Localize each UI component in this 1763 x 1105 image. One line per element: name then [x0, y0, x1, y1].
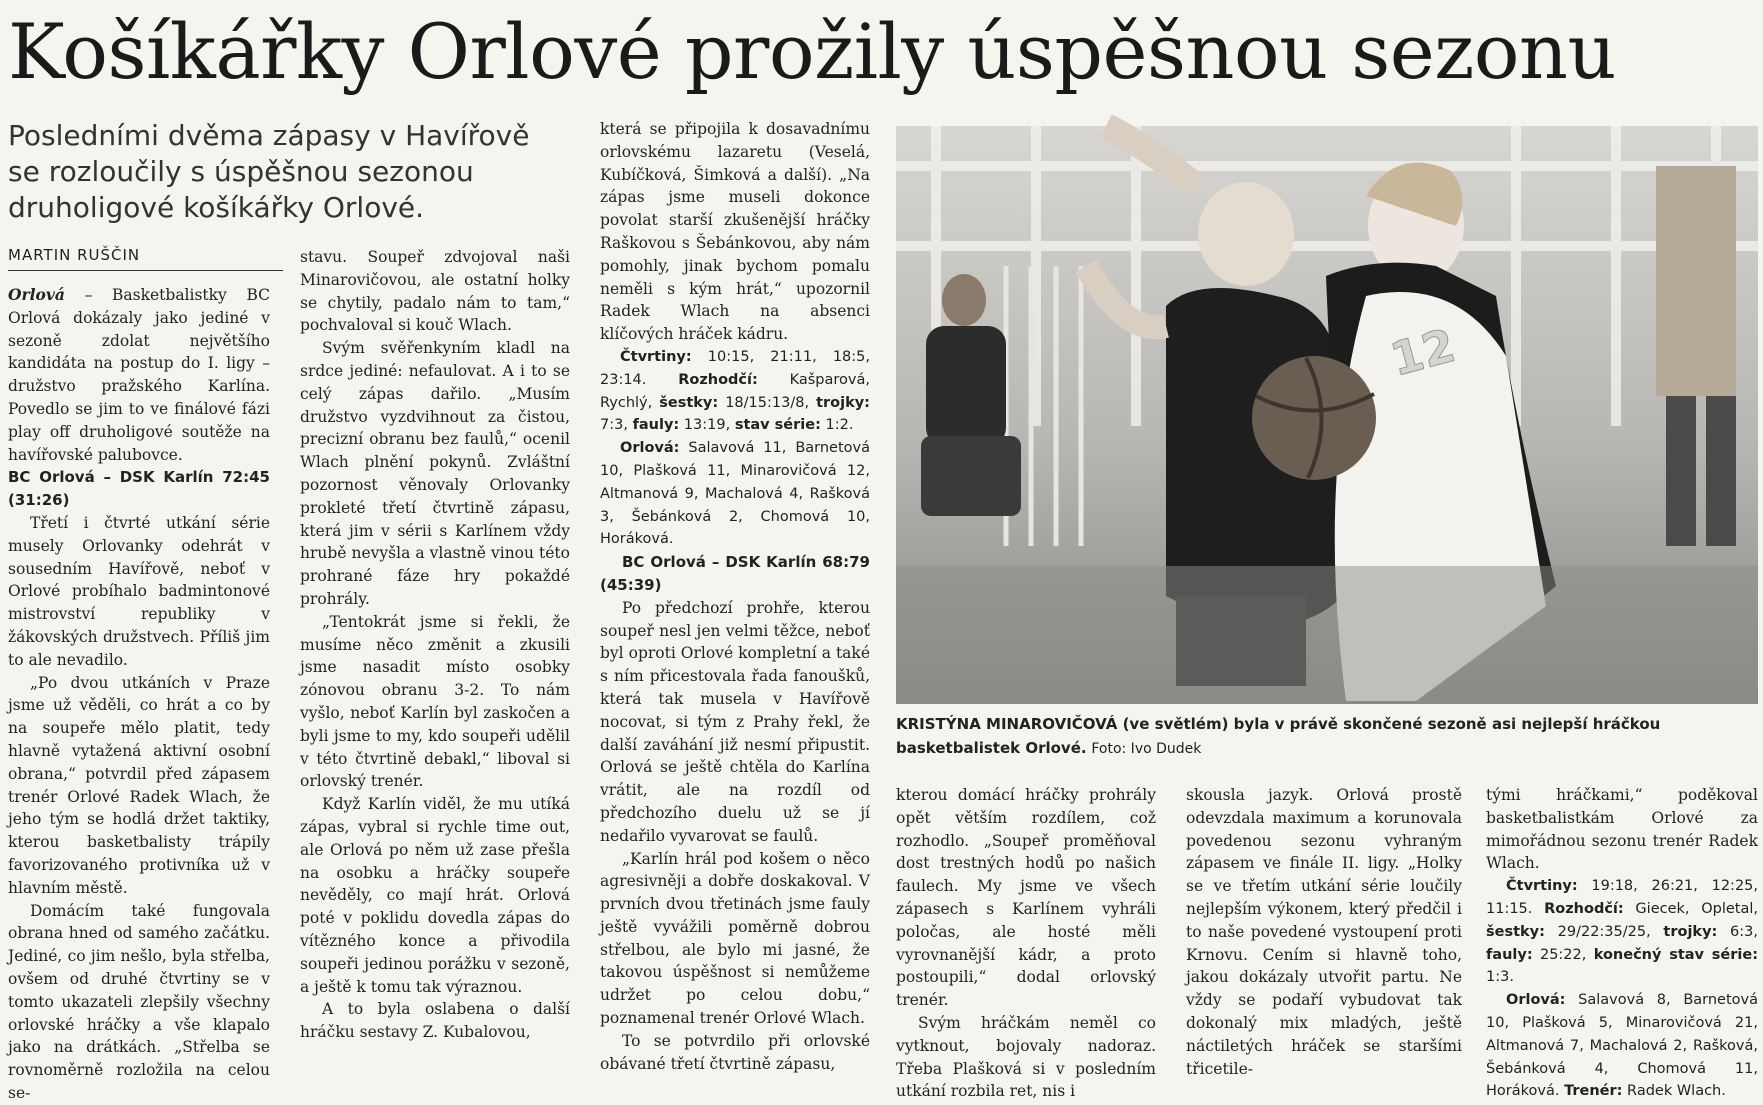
match-stats [600, 346, 870, 437]
paragraph [8, 284, 270, 466]
lead-line: se rozloučily s úspěšnou sezonou [8, 155, 474, 188]
lead-paragraph [8, 118, 598, 226]
article-column-5 [1186, 784, 1462, 1079]
article-column-2 [300, 246, 570, 1076]
stat-label: Čtvrtiny: [620, 348, 692, 365]
paragraph: Po předchozí prohře, kterou soupeř nesl jen velmi těžce, neboť byl oproti Orlové kompletní a také s ním přicestovala řada fanoušků, která tak musela v Havířově nocovat, si tým z Prahy řekl, že další zaváhání již nesmí připustit. Orlová se ještě chtěla do Karlína vrátit, ale na rozdíl od předchozího duelu už se jí nedařilo vyvarovat se faulů. [600, 598, 870, 845]
stat-label: Rozhodčí: [1544, 900, 1624, 917]
paragraph: stavu. Soupeř zdvojoval naši Minarovičovou, ale ostatní holky se chytily, padalo nám to tam,“ pochvaloval si kouč Wlach. [300, 248, 570, 335]
paragraph: Když Karlín viděl, že mu utíká zápas, vybral si rychle time out, ale Orlová po něm už zase přešla na osobku a hráčky soupeře nevěděly, co mají hrát. Orlová poté v poklidu dovedla zápas do vítězného konce a přivodila soupeři jedinou porážku v sezoně, a ještě k tomu tak výraznou. [300, 795, 570, 996]
stat-value: Salavová 8, Barnetová 10, Plašková 5, Minarovičová 21, Altmanová 7, Machalová 2, Rašková, Šebánková 4, Chomová 11, Horáková. [1486, 992, 1758, 1100]
stat-value: 13:19, [679, 417, 735, 434]
photo-caption [896, 712, 1758, 761]
stat-value: 29/22:35/25, [1544, 923, 1664, 940]
stat-value: 25:22, [1532, 946, 1594, 963]
paragraph: „Po dvou utkáních v Praze jsme už věděli, co hrát a co by na soupeře mělo platit, tedy hlavně vytažená aktivní osobní obrana,“ potvrdil před zápasem trenér Orlové Radek Wlach, že jeho tým se hodlá držet taktiky, kterou basketbalisty trápily favorizovaného protivníka už v hlavním městě. [8, 673, 270, 897]
match-result-heading: BC Orlová – DSK Karlín 68:79 (45:39) [600, 553, 870, 594]
headline: Košíkářky Orlové prožily úspěšnou sezonu [8, 7, 1616, 96]
stat-value: Salavová 11, Barnetová 10, Plašková 11, Minarovičová 12, Altmanová 9, Machalová 4, Rašková 3, Šebánková 2, Chomová 10, Horáková. [600, 440, 870, 548]
stat-value: 18/15:13/8, [718, 394, 817, 411]
stat-label: Rozhodčí: [678, 371, 758, 388]
lineup [600, 437, 870, 551]
paragraph: A to byla oslabena o další hráčku sestavy Z. Kubalovou, [300, 1000, 570, 1042]
paragraph: „Tentokrát jsme si řekli, že musíme něco změnit a zkusili jsme nasadit místo osobky zónovou obranu 3-2. To nám vyšlo, neboť Karlín byl zaskočen a byli jsme to my, kdo soupeři udělil v této čtvrtině debakl,“ liboval si orlovský trenér. [300, 612, 570, 791]
paragraph: „Karlín hrál pod košem o něco agresivněji a dobře doskakoval. V prvních dvou třetinách jsme fauly ještě vyvážili poměrně dobrou střelbou, ale bylo mi jasné, že takovou úspěšnost si nemůžeme udržet po celou dobu,“ poznamenal trenér Orlové Wlach. [600, 849, 870, 1028]
photo-illustration [896, 126, 1758, 704]
stat-value: 6:3, [1717, 923, 1758, 940]
stat-value: 19:18, 26:21, 12:25, 11:15. [1486, 878, 1758, 917]
article-column-1 [8, 284, 270, 1102]
paragraph: Třetí i čtvrté utkání série musely Orlovanky odehrát v sousedním Havířově, neboť v Orlové probíhalo badmintonové mistrovství republiky v žákovských družstvech. Příliš jim to ale nevadilo. [8, 513, 270, 669]
stat-label: konečný stav série: [1593, 946, 1758, 963]
paragraph: To se potvrdilo při orlovské obávané třetí čtvrtině zápasu, [600, 1031, 870, 1073]
stat-label: fauly: [632, 417, 680, 434]
paragraph: která se připojila k dosavadnímu orlovskému lazaretu (Veselá, Kubíčková, Šimková a další). „Na zápas jsme museli dokonce povolat starší zkušenější hráčky Raškovou s Šebánkovou, aby nám pomohly, jinak bychom pomalu neměli s kým hrát,“ upozornil Radek Wlach na absenci klíčových hráček kádru. [600, 120, 870, 344]
stat-label: trojky: [1663, 923, 1718, 940]
lineup [1486, 989, 1758, 1103]
dateline-place: Orlová [8, 285, 65, 304]
stat-value: Radek Wlach. [1622, 1083, 1726, 1100]
stat-value: Kašparová, Rychlý, [600, 371, 870, 411]
jersey-number: 12 [1384, 317, 1461, 387]
paragraph: Svým hráčkám neměl co vytknout, bojovaly nadoraz. Třeba Plašková si v posledním utkání rozbila ret, nis i [896, 1013, 1156, 1101]
paragraph: skousla jazyk. Orlová prostě odevzdala maximum a korunovala povedenou sezonu vyhraným zápasem ve finále II. ligy. „Holky se ve třetím utkání série loučily nejlepším výkonem, který předčil i to naše povedené vystoupení proti Krnovu. Cením si hlavně toho, jakou dokázaly utvořit partu. Ne vždy se podaří vybudovat tak dokonalý mix mladých, ještě náctiletých hráček se staršími třicetile- [1186, 786, 1462, 1078]
caption-name: KRISTÝNA MINAROVIČOVÁ [896, 715, 1118, 733]
byline: MARTIN RUŠČIN [8, 246, 283, 271]
stat-label: stav série: [734, 417, 821, 434]
stat-label: trojky: [816, 394, 870, 411]
stat-value: 1:2. [820, 417, 854, 434]
paragraph: Domácím také fungovala obrana hned od samého začátku. Jediné, co jim nešlo, byla střelba, ovšem od druhé čtvrtiny se v tomto ukazateli zlepšily všechny orlovské hráčky a vše klapalo jako na drátkách. „Střelba se rovnoměrně rozložila na celou se- [8, 901, 270, 1102]
basketball-photo [896, 126, 1758, 704]
lead-line: druholigové košíkářky Orlové. [8, 191, 425, 224]
stat-label: Orlová: [1506, 992, 1566, 1009]
article-column-4 [896, 784, 1156, 1101]
stat-value: 10:15, 21:11, 18:5, 23:14. [600, 348, 870, 388]
match-stats [1486, 875, 1758, 989]
stat-label: Čtvrtiny: [1506, 878, 1578, 895]
stat-label: Trenér: [1564, 1083, 1623, 1100]
paragraph-text: – Basketbalistky BC Orlová dokázaly jako jediné v sezoně zdolat největšího kandidáta na postup do I. ligy – družstvo pražského Karlína. Povedlo se jim to ve finálové fázi play off druholigové soutěže na havířovské palubovce. [8, 286, 270, 464]
stat-label: Orlová: [620, 440, 680, 457]
stat-label: šestky: [1486, 923, 1545, 940]
lead-line: Posledními dvěma zápasy v Havířově [8, 119, 530, 152]
stat-value: 1:3. [1486, 969, 1514, 986]
article-column-3 [600, 118, 870, 1076]
paragraph: tými hráčkami,“ poděkoval basketbalistkám Orlové za mimořádnou sezonu trenér Radek Wlach. [1486, 786, 1758, 873]
stat-label: šestky: [659, 394, 719, 411]
paragraph: Svým svěřenkyním kladl na srdce jediné: nefaulovat. A i to se celý zápas dařilo. „Musím družstvo vyzdvihnout za čistou, precizní obranu bez faulů,“ ocenil Wlach plnění pokynů. Zvláštní pozornost věnovaly Orlovanky prokleté třetí čtvrtině zápasu, která jim v sérii s Karlínem vždy hrubě nevyšla a vlastně vinou této prohrané fáze hry pokaždé prohrály. [300, 339, 570, 608]
stat-label: fauly: [1486, 946, 1533, 963]
photo-credit: Foto: Ivo Dudek [1091, 741, 1202, 757]
stat-value: Giecek, Opletal, [1623, 900, 1758, 917]
paragraph: kterou domácí hráčky prohrály opět větším rozdílem, což rozhodlo. „Soupeř proměňoval dost trestných hodů po našich faulech. My jsme ve všech zápasech s Karlínem vyhráli poločas, ale hosté měli vyrovnanější kádr, a proto postoupili,“ dodal orlovský trenér. [896, 786, 1156, 1010]
caption-text: (ve světlém) byla v právě skončené sezoně asi nejlepší hráčkou basketbalistek Orlové. [896, 715, 1661, 757]
article-column-6 [1486, 784, 1758, 1100]
stat-value: 7:3, [600, 417, 633, 434]
match-result-heading: BC Orlová – DSK Karlín 72:45 (31:26) [8, 468, 270, 510]
